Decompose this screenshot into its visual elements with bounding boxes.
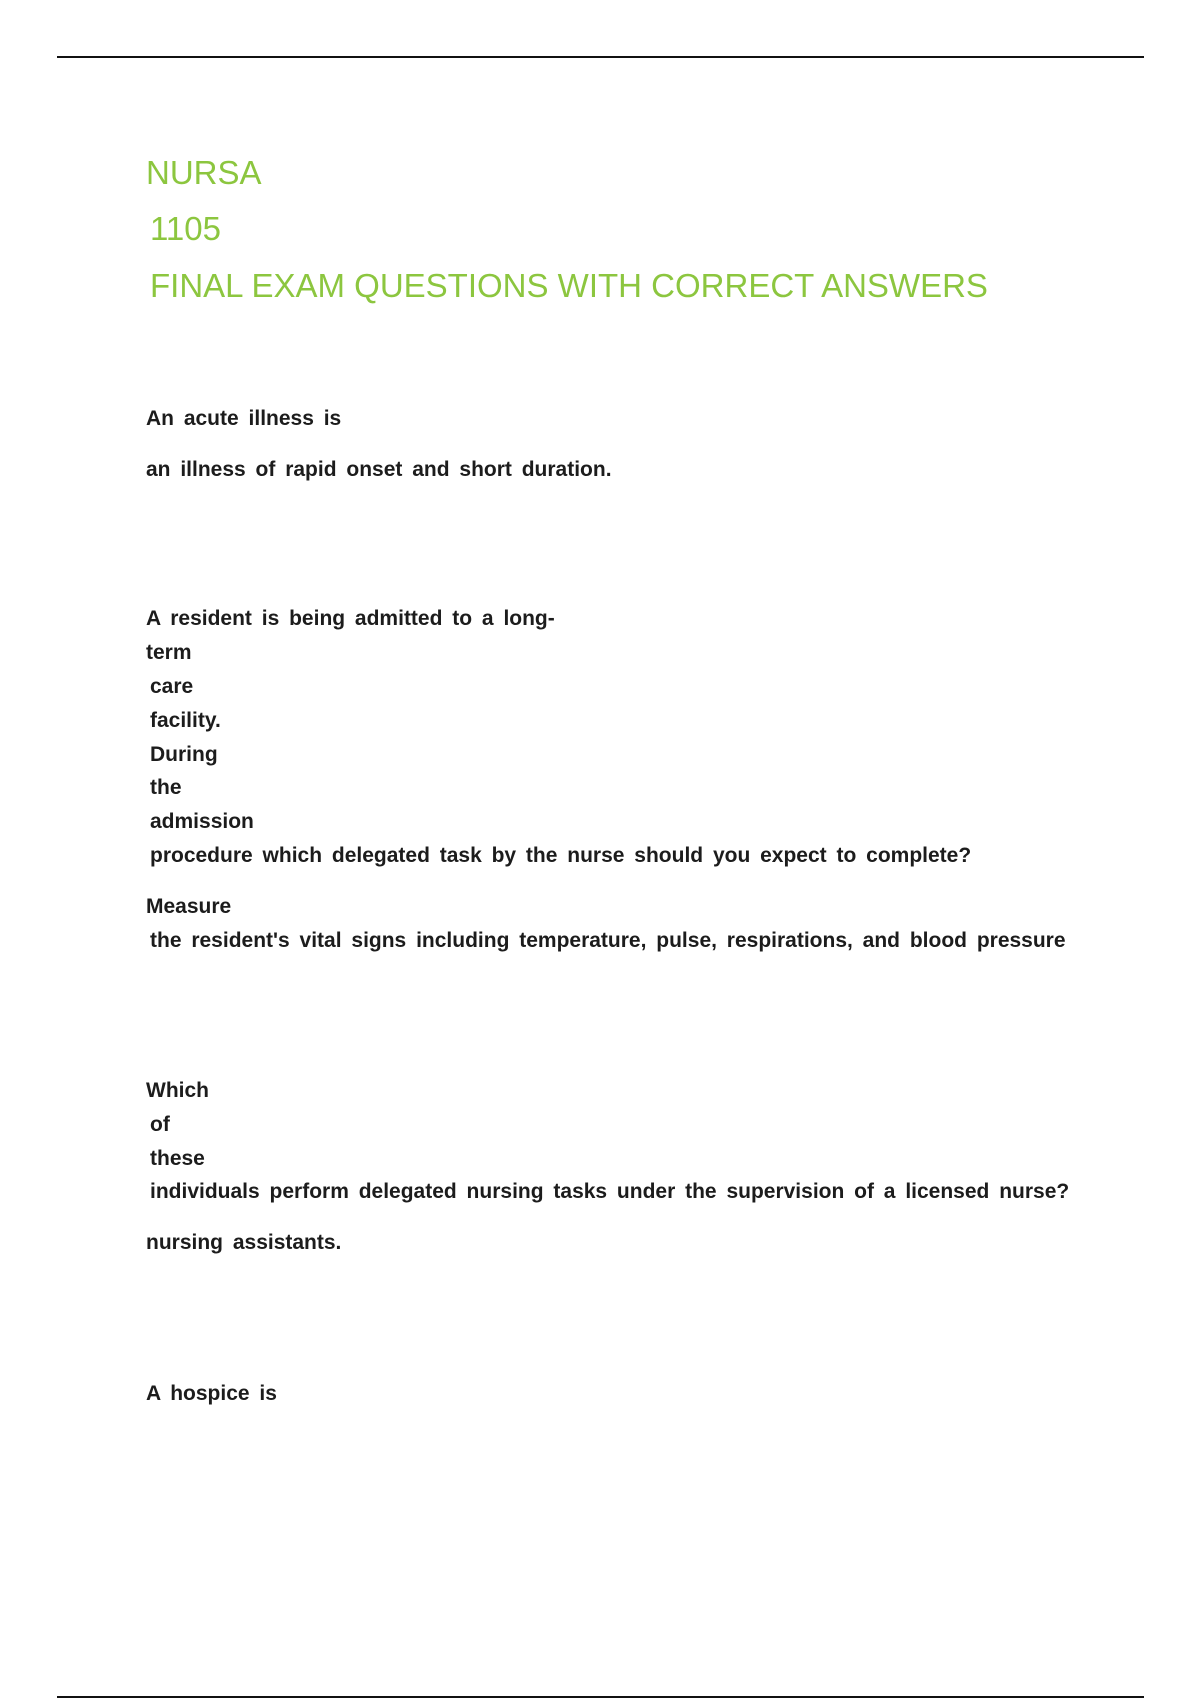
question-line: of [150,1113,170,1136]
title-line-2: 1105 [150,210,221,247]
question-line: Which [146,1079,209,1102]
question-line: admission [150,810,254,833]
bottom-rule [57,1696,1144,1698]
answer-line: an illness of rapid onset and short duration. [146,458,612,481]
question-line: facility. [150,709,221,732]
question-line: these [150,1147,205,1170]
question-line: the [150,776,182,799]
title-line-1: NURSA [146,154,262,191]
answer-line: nursing assistants. [146,1231,342,1254]
question-line: An acute illness is [146,407,342,430]
answer-line: the resident's vital signs including temperature, pulse, respirations, and blood pressure [150,929,1066,952]
question-line: A resident is being admitted to a long- [146,607,555,630]
question-line: term [146,641,192,664]
question-line: procedure which delegated task by the nurse should you expect to complete? [150,844,972,867]
question-line: care [150,675,194,698]
top-rule [57,56,1144,58]
answer-line: Measure [146,895,232,918]
question-line: During [150,743,218,766]
question-line: A hospice is [146,1382,277,1405]
question-line: individuals perform delegated nursing tasks under the supervision of a licensed nurse? [150,1180,1070,1203]
title-line-3: FINAL EXAM QUESTIONS WITH CORRECT ANSWERS [150,267,988,304]
